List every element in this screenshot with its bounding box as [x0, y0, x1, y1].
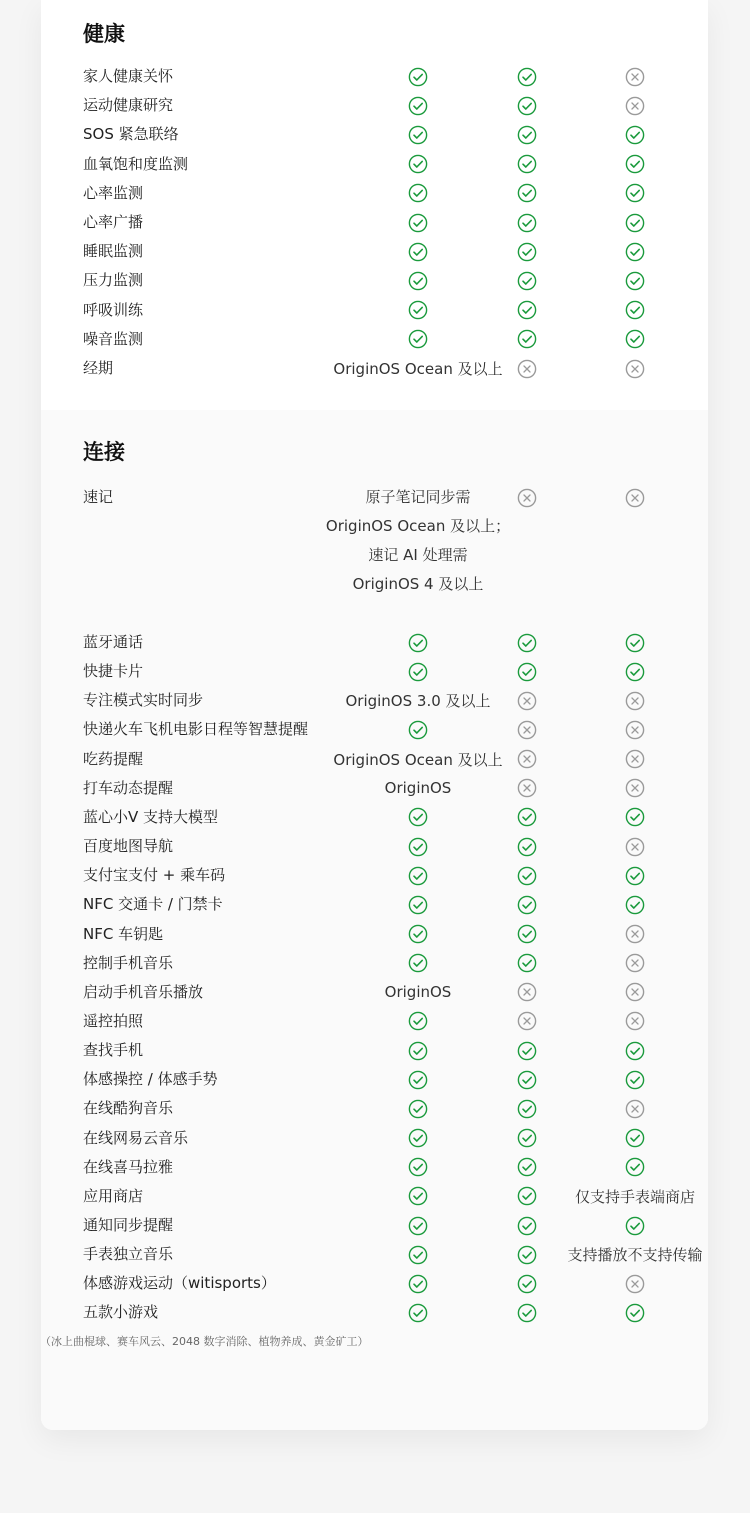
feature-row	[41, 890, 708, 919]
check-icon	[517, 1216, 537, 1236]
feature-row	[41, 1007, 708, 1036]
support-cell	[550, 890, 708, 919]
check-icon	[625, 1157, 645, 1177]
check-icon	[408, 1070, 428, 1090]
check-icon	[408, 242, 428, 262]
feature-row	[41, 1153, 708, 1182]
feature-row	[41, 150, 708, 179]
feature-row	[41, 715, 708, 744]
support-cell	[550, 832, 708, 861]
feature-label: 睡眠监测	[83, 242, 144, 261]
support-cell	[550, 354, 708, 383]
health-section	[41, 0, 708, 410]
feature-row	[41, 91, 708, 120]
cross-icon	[625, 691, 645, 711]
feature-label: 心率监测	[83, 183, 144, 202]
check-icon	[408, 807, 428, 827]
cross-icon	[625, 488, 645, 508]
check-icon	[517, 1070, 537, 1090]
note-line: 原子笔记同步需	[365, 488, 471, 506]
support-note: OriginOS Ocean 及以上	[333, 750, 503, 769]
check-icon	[625, 895, 645, 915]
feature-row	[41, 803, 708, 832]
support-cell	[303, 803, 533, 832]
check-icon	[625, 300, 645, 320]
support-cell	[550, 1007, 708, 1036]
support-cell	[303, 1007, 533, 1036]
check-icon	[517, 242, 537, 262]
check-icon	[408, 1099, 428, 1119]
check-icon	[517, 1186, 537, 1206]
check-icon	[408, 1041, 428, 1061]
feature-label: 专注模式实时同步	[83, 691, 204, 710]
support-note: OriginOS Ocean 及以上	[333, 360, 503, 378]
note-line: OriginOS Ocean 及以上；	[325, 517, 511, 535]
support-cell	[550, 803, 708, 832]
check-icon	[408, 96, 428, 116]
cross-icon	[625, 67, 645, 87]
feature-label: 应用商店	[83, 1186, 144, 1205]
feature-label: 经期	[83, 359, 114, 377]
check-icon	[517, 662, 537, 682]
support-cell	[303, 150, 533, 179]
feature-row	[41, 1211, 708, 1240]
support-note: OriginOS 3.0 及以上	[345, 692, 491, 711]
check-icon	[408, 1011, 428, 1031]
check-icon	[408, 924, 428, 944]
support-cell	[507, 1065, 547, 1094]
support-cell	[507, 1036, 547, 1065]
support-cell	[507, 1182, 547, 1211]
check-icon	[625, 242, 645, 262]
feature-label: NFC 交通卡 / 门禁卡	[83, 895, 223, 914]
feature-label: 控制手机音乐	[83, 953, 174, 972]
cross-icon	[517, 749, 537, 769]
support-note: 仅支持手表端商店	[574, 1187, 695, 1206]
support-cell	[303, 745, 533, 774]
check-icon	[408, 633, 428, 653]
feature-row-suji	[41, 483, 708, 603]
support-cell	[303, 686, 533, 715]
support-cell	[303, 978, 533, 1007]
feature-label: 心率广播	[83, 213, 144, 231]
support-cell	[550, 920, 708, 949]
support-cell	[507, 1153, 547, 1182]
support-cell	[550, 774, 708, 803]
check-icon	[408, 183, 428, 203]
support-cell	[507, 62, 547, 91]
feature-label: 打车动态提醒	[83, 778, 174, 797]
feature-row	[41, 266, 708, 295]
check-icon	[625, 1041, 645, 1061]
support-cell	[303, 1298, 533, 1327]
feature-row	[41, 628, 708, 657]
check-icon	[517, 67, 537, 87]
feature-row	[41, 861, 708, 890]
support-cell	[550, 657, 708, 686]
feature-label: 体感操控 / 体感手势	[83, 1070, 218, 1089]
check-icon	[408, 271, 428, 291]
cross-icon	[625, 359, 645, 379]
support-cell	[507, 832, 547, 861]
support-cell	[550, 1240, 708, 1269]
support-cell	[303, 296, 533, 325]
support-cell	[507, 657, 547, 686]
check-icon	[408, 1216, 428, 1236]
feature-row	[41, 949, 708, 978]
feature-label: 手表独立音乐	[83, 1245, 174, 1264]
check-icon	[517, 154, 537, 174]
check-icon	[625, 329, 645, 349]
feature-label: 吃药提醒	[83, 749, 144, 768]
cross-icon	[625, 96, 645, 116]
check-icon	[408, 1303, 428, 1323]
feature-label: 呼吸训练	[83, 300, 144, 319]
support-cell	[303, 920, 533, 949]
support-cell	[550, 1036, 708, 1065]
support-note: OriginOS	[384, 983, 452, 1002]
support-cell	[507, 1269, 547, 1298]
support-cell	[507, 861, 547, 890]
check-icon	[517, 271, 537, 291]
check-icon	[517, 866, 537, 886]
check-icon	[517, 329, 537, 349]
feature-row	[41, 978, 708, 1007]
support-cell	[303, 861, 533, 890]
connect-heading: 连接	[83, 440, 125, 464]
support-cell	[550, 978, 708, 1007]
feature-row	[41, 1065, 708, 1094]
cross-icon	[625, 953, 645, 973]
check-icon	[408, 866, 428, 886]
health-heading: 健康	[83, 22, 125, 46]
feature-row	[41, 1094, 708, 1123]
support-cell	[507, 266, 547, 295]
support-cell	[507, 949, 547, 978]
check-icon	[408, 125, 428, 145]
support-cell	[507, 1298, 547, 1327]
support-cell	[507, 920, 547, 949]
cross-icon	[517, 1011, 537, 1031]
support-cell	[303, 832, 533, 861]
support-cell	[303, 1094, 533, 1123]
support-cell	[303, 120, 533, 149]
check-icon	[408, 720, 428, 740]
feature-label: 速记	[83, 488, 114, 506]
games-footnote: （冰上曲棍球、赛车风云、2048 数字消除、植物养成、黄金矿工）	[40, 1335, 369, 1348]
check-icon	[517, 125, 537, 145]
feature-label: SOS 紧急联络	[83, 125, 179, 144]
feature-row	[41, 1269, 708, 1298]
support-cell	[507, 628, 547, 657]
check-icon	[517, 953, 537, 973]
feature-row	[41, 354, 708, 383]
support-cell	[303, 1153, 533, 1182]
check-icon	[408, 1245, 428, 1265]
support-cell	[507, 208, 547, 237]
feature-row	[41, 325, 708, 354]
support-cell	[550, 62, 708, 91]
support-note: OriginOS	[384, 779, 452, 798]
cross-icon	[517, 691, 537, 711]
support-cell	[507, 354, 547, 383]
support-cell	[507, 774, 547, 803]
support-cell	[303, 354, 533, 383]
support-cell	[507, 237, 547, 266]
support-cell	[550, 1269, 708, 1298]
check-icon	[625, 271, 645, 291]
check-icon	[408, 1186, 428, 1206]
feature-row	[41, 1240, 708, 1269]
support-cell	[550, 296, 708, 325]
check-icon	[625, 125, 645, 145]
support-cell	[303, 1240, 533, 1269]
support-cell	[507, 890, 547, 919]
support-cell	[303, 657, 533, 686]
support-cell	[550, 208, 708, 237]
check-icon	[408, 213, 428, 233]
support-cell	[303, 237, 533, 266]
cross-icon	[625, 1011, 645, 1031]
cross-icon	[517, 359, 537, 379]
feature-row	[41, 657, 708, 686]
support-cell	[507, 91, 547, 120]
check-icon	[625, 662, 645, 682]
check-icon	[517, 807, 537, 827]
feature-label: 压力监测	[83, 271, 144, 290]
support-cell	[303, 949, 533, 978]
feature-row	[41, 745, 708, 774]
support-cell	[303, 208, 533, 237]
cross-icon	[625, 749, 645, 769]
feature-row	[41, 1298, 708, 1327]
support-cell	[303, 1065, 533, 1094]
check-icon	[408, 1157, 428, 1177]
support-cell	[550, 150, 708, 179]
check-icon	[517, 183, 537, 203]
feature-label: NFC 车钥匙	[83, 924, 164, 943]
check-icon	[517, 924, 537, 944]
feature-label: 支付宝支付 + 乘车码	[83, 866, 226, 885]
check-icon	[625, 1070, 645, 1090]
note-line: OriginOS 4 及以上	[352, 575, 484, 593]
check-icon	[625, 154, 645, 174]
feature-label: 蓝牙通话	[83, 633, 144, 651]
check-icon	[625, 1303, 645, 1323]
check-icon	[408, 895, 428, 915]
check-icon	[408, 154, 428, 174]
check-icon	[517, 1041, 537, 1061]
connect-section	[41, 410, 708, 1430]
feature-row	[41, 62, 708, 91]
support-cell	[507, 483, 547, 512]
check-icon	[517, 1303, 537, 1323]
check-icon	[517, 1099, 537, 1119]
support-cell	[303, 890, 533, 919]
support-cell	[550, 628, 708, 657]
check-icon	[408, 837, 428, 857]
check-icon	[408, 329, 428, 349]
check-icon	[517, 213, 537, 233]
support-cell	[303, 715, 533, 744]
feature-label: 蓝心小V 支持大模型	[83, 807, 219, 826]
comparison-card	[41, 0, 708, 1430]
feature-label: 在线网易云音乐	[83, 1128, 189, 1147]
check-icon	[408, 300, 428, 320]
cross-icon	[625, 1099, 645, 1119]
feature-label: 血氧饱和度监测	[83, 154, 189, 173]
feature-label: 体感游戏运动（witisports）	[83, 1274, 276, 1293]
support-cell	[303, 325, 533, 354]
check-icon	[408, 1128, 428, 1148]
cross-icon	[517, 720, 537, 740]
check-icon	[625, 1216, 645, 1236]
support-cell	[550, 266, 708, 295]
check-icon	[517, 1274, 537, 1294]
cross-icon	[625, 837, 645, 857]
feature-row	[41, 208, 708, 237]
feature-label: 五款小游戏	[83, 1303, 159, 1322]
check-icon	[625, 1128, 645, 1148]
support-cell	[303, 91, 533, 120]
check-icon	[625, 633, 645, 653]
check-icon	[625, 183, 645, 203]
check-icon	[408, 1274, 428, 1294]
support-cell	[550, 325, 708, 354]
support-cell	[550, 1211, 708, 1240]
support-cell	[507, 803, 547, 832]
feature-label: 百度地图导航	[83, 837, 174, 856]
feature-row	[41, 1124, 708, 1153]
support-cell	[550, 715, 708, 744]
check-icon	[408, 662, 428, 682]
cross-icon	[517, 778, 537, 798]
feature-row	[41, 774, 708, 803]
check-icon	[517, 1157, 537, 1177]
support-cell	[507, 1211, 547, 1240]
support-cell	[303, 1182, 533, 1211]
support-cell	[550, 686, 708, 715]
cross-icon	[625, 982, 645, 1002]
support-cell	[550, 1124, 708, 1153]
support-cell	[507, 686, 547, 715]
feature-label: 通知同步提醒	[83, 1216, 174, 1234]
check-icon	[517, 1128, 537, 1148]
support-cell	[303, 1036, 533, 1065]
feature-label: 查找手机	[83, 1041, 144, 1060]
feature-label: 噪音监测	[83, 329, 144, 348]
support-note: 支持播放不支持传输	[567, 1246, 703, 1265]
feature-label: 在线喜马拉雅	[83, 1157, 174, 1176]
feature-label: 快捷卡片	[83, 662, 144, 681]
check-icon	[625, 213, 645, 233]
support-cell	[507, 1240, 547, 1269]
check-icon	[625, 866, 645, 886]
support-cell	[550, 179, 708, 208]
support-cell	[550, 1094, 708, 1123]
feature-row	[41, 296, 708, 325]
check-icon	[517, 96, 537, 116]
support-cell	[507, 296, 547, 325]
feature-label: 启动手机音乐播放	[83, 982, 204, 1001]
feature-label: 在线酷狗音乐	[83, 1099, 174, 1118]
support-cell	[303, 1124, 533, 1153]
support-cell	[303, 774, 533, 803]
check-icon	[517, 1245, 537, 1265]
check-icon	[408, 67, 428, 87]
support-cell	[507, 1124, 547, 1153]
feature-row	[41, 237, 708, 266]
support-cell	[303, 179, 533, 208]
support-cell	[507, 179, 547, 208]
support-cell	[303, 1269, 533, 1298]
note-line: 速记 AI 处理需	[368, 546, 468, 564]
feature-row	[41, 1182, 708, 1211]
feature-label: 家人健康关怀	[83, 67, 174, 85]
feature-row	[41, 179, 708, 208]
check-icon	[517, 837, 537, 857]
check-icon	[408, 953, 428, 973]
feature-row	[41, 920, 708, 949]
support-cell	[550, 1298, 708, 1327]
feature-row	[41, 120, 708, 149]
check-icon	[625, 807, 645, 827]
support-cell	[507, 745, 547, 774]
support-cell	[303, 628, 533, 657]
cross-icon	[625, 924, 645, 944]
feature-row	[41, 1036, 708, 1065]
support-cell	[507, 715, 547, 744]
support-cell	[507, 978, 547, 1007]
support-cell	[303, 62, 533, 91]
support-cell	[550, 1065, 708, 1094]
support-cell	[303, 1211, 533, 1240]
feature-label: 遥控拍照	[83, 1011, 144, 1030]
feature-row	[41, 832, 708, 861]
support-cell	[550, 237, 708, 266]
cross-icon	[517, 982, 537, 1002]
cross-icon	[625, 778, 645, 798]
support-cell	[550, 91, 708, 120]
feature-row	[41, 686, 708, 715]
feature-label: 运动健康研究	[83, 96, 174, 115]
cross-icon	[625, 1274, 645, 1294]
support-cell	[550, 483, 708, 512]
support-cell	[507, 150, 547, 179]
support-cell	[550, 1153, 708, 1182]
support-cell	[507, 1094, 547, 1123]
support-cell	[507, 1007, 547, 1036]
support-cell	[550, 1182, 708, 1211]
support-cell	[550, 861, 708, 890]
support-cell	[550, 120, 708, 149]
suji-requirement-note	[303, 483, 533, 599]
support-cell	[507, 325, 547, 354]
cross-icon	[517, 488, 537, 508]
feature-label: 快递火车飞机电影日程等智慧提醒	[83, 720, 309, 739]
check-icon	[517, 895, 537, 915]
cross-icon	[625, 720, 645, 740]
support-cell	[507, 120, 547, 149]
support-cell	[303, 266, 533, 295]
support-cell	[550, 745, 708, 774]
check-icon	[517, 633, 537, 653]
check-icon	[517, 300, 537, 320]
support-cell	[550, 949, 708, 978]
